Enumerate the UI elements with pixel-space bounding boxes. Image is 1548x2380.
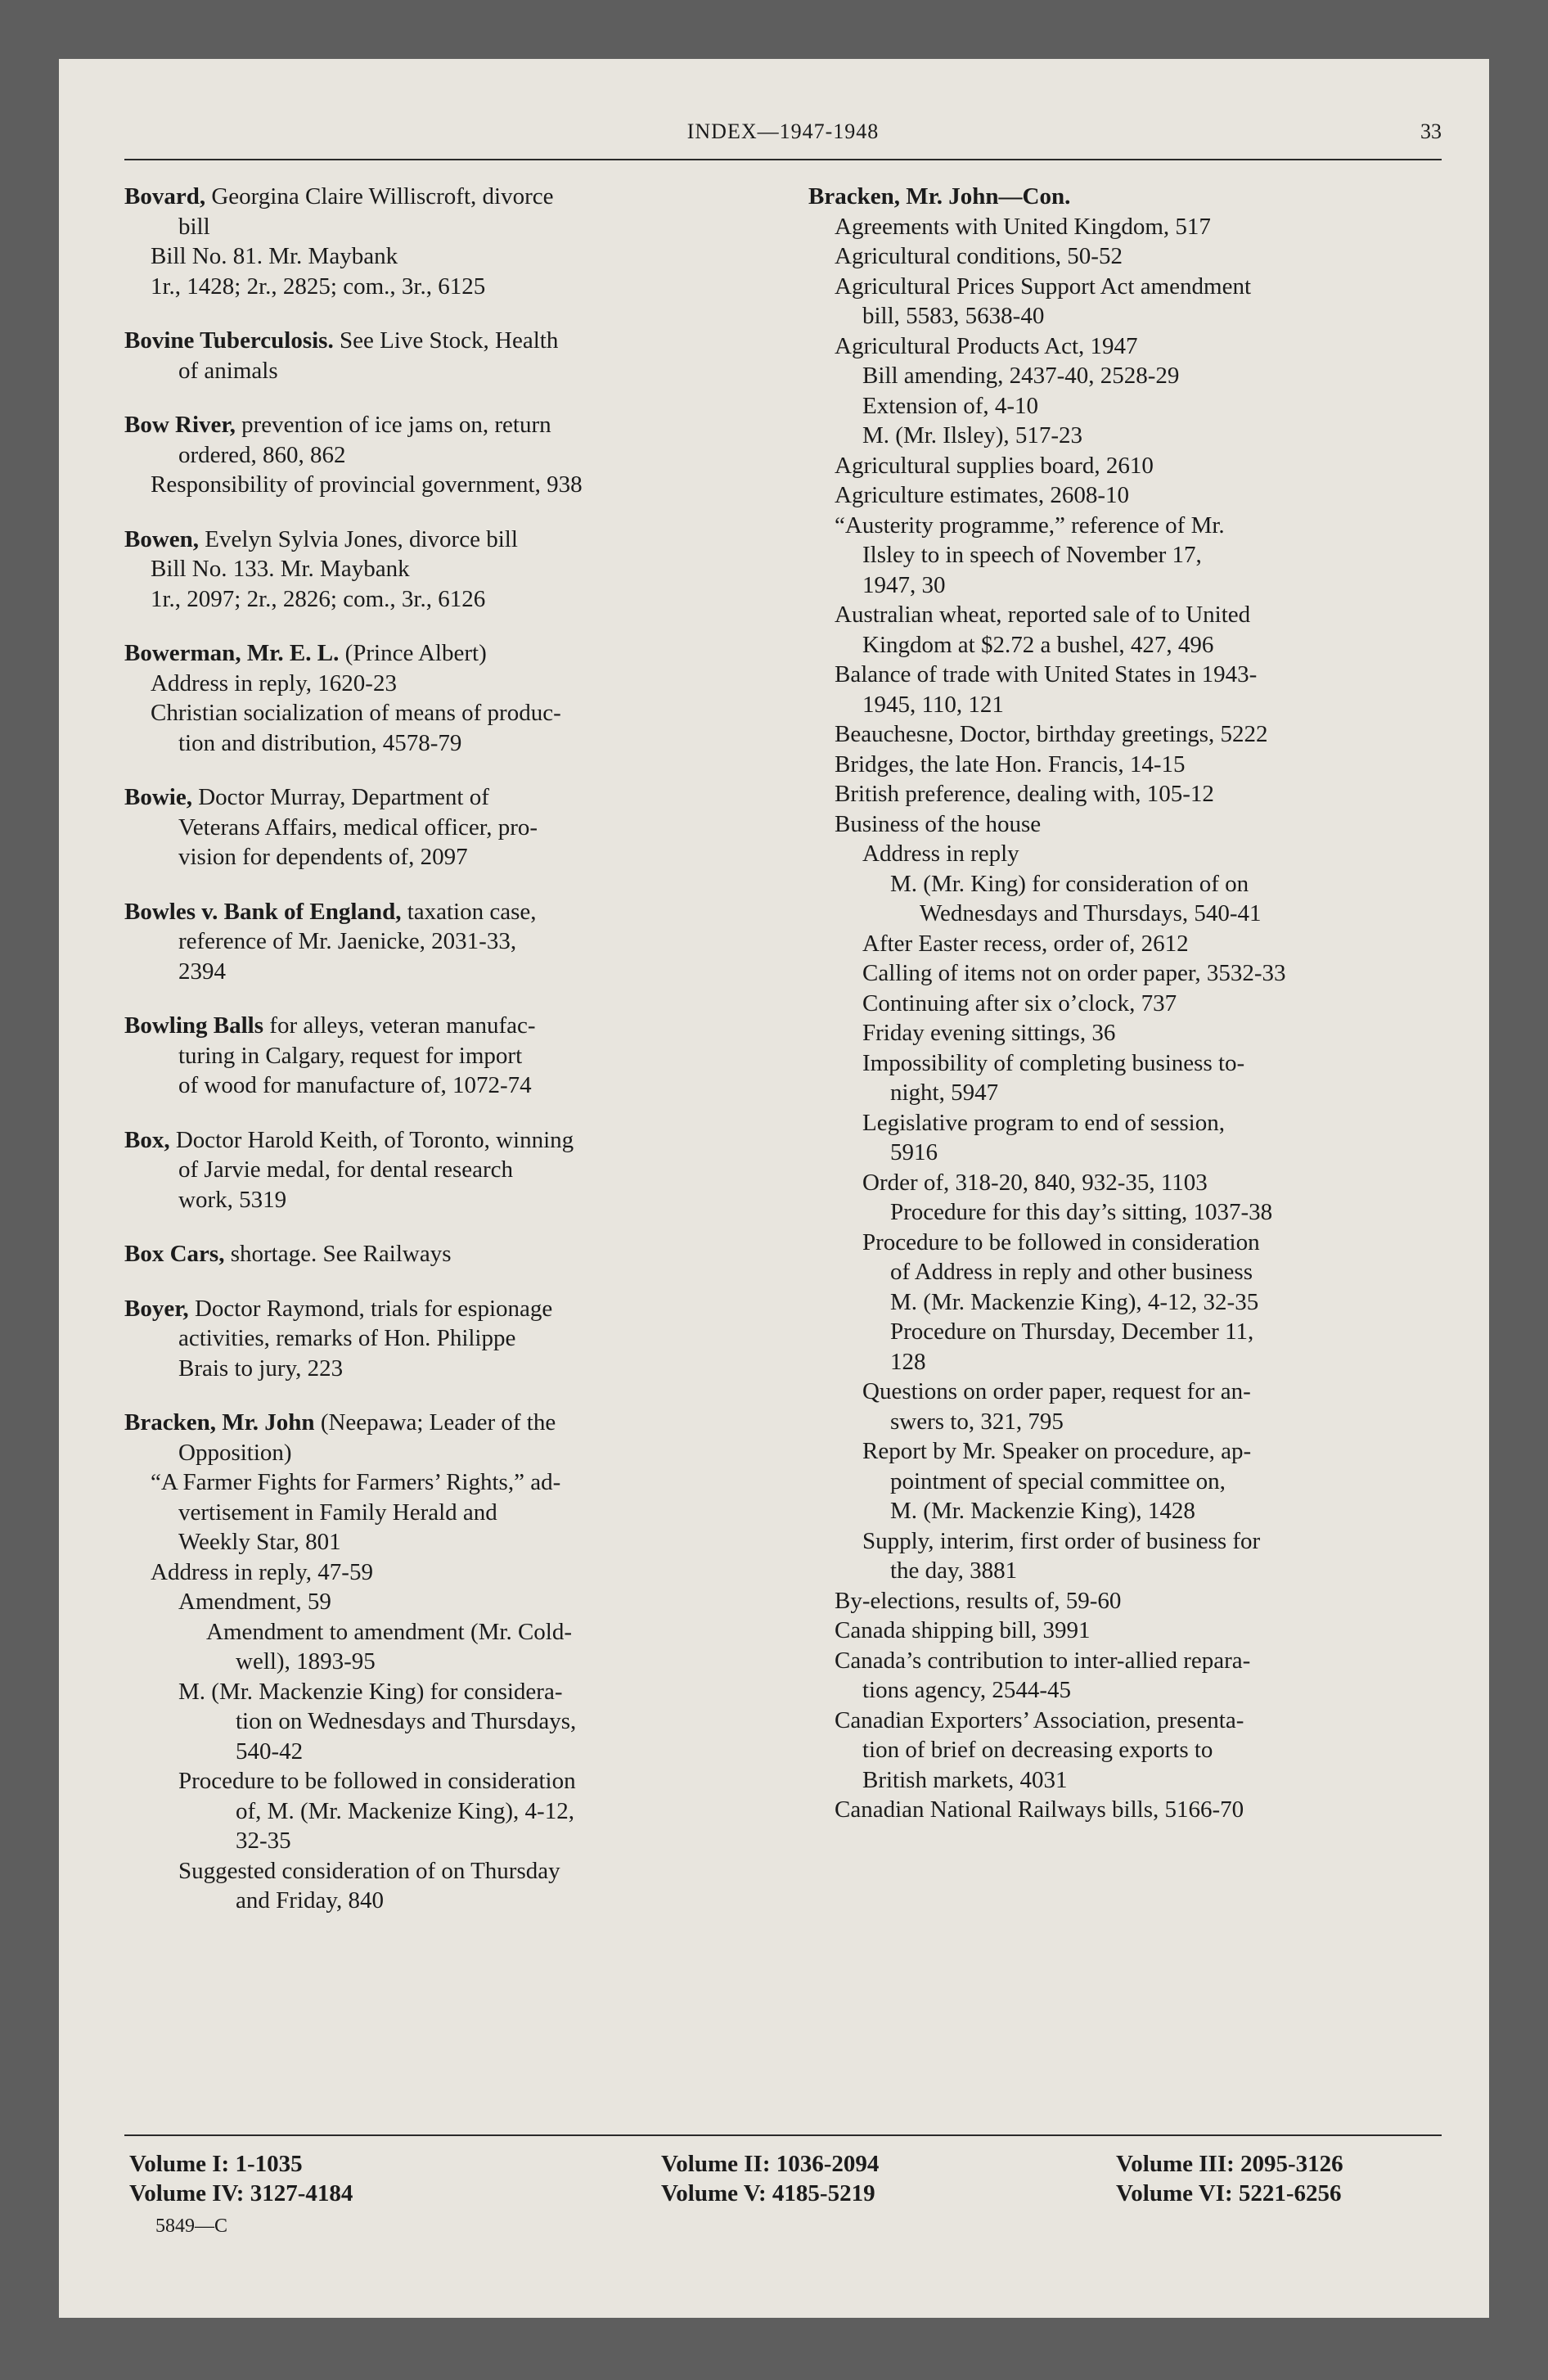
index-line	[808, 1735, 1422, 1765]
entry-text: pointment of special committee on,	[890, 1467, 1226, 1494]
entry-text: Continuing after six o’clock, 737	[862, 989, 1177, 1016]
page-header	[124, 115, 1442, 156]
entry-text: 5916	[890, 1139, 938, 1165]
entry-heading: Box,	[124, 1126, 170, 1153]
entry-text: Kingdom at $2.72 a bushel, 427, 496	[862, 631, 1214, 658]
entry-text: M. (Mr. Ilsley), 517-23	[862, 422, 1083, 449]
entry-text: Veterans Affairs, medical officer, pro-	[178, 814, 538, 841]
index-line	[124, 326, 738, 356]
index-line	[808, 1616, 1422, 1646]
index-line	[808, 540, 1422, 570]
index-line	[808, 301, 1422, 331]
entry-text: prevention of ice jams on, return	[235, 412, 551, 438]
entry-text: Agricultural supplies board, 2610	[835, 452, 1154, 479]
index-line	[124, 1826, 738, 1856]
entry-heading: Bowerman, Mr. E. L.	[124, 640, 340, 666]
entry-text: Friday evening sittings, 36	[862, 1020, 1116, 1046]
entry-text: Agricultural conditions, 50-52	[835, 243, 1123, 269]
index-line	[808, 600, 1422, 630]
entry-text: turing in Calgary, request for import	[178, 1042, 523, 1069]
index-line	[808, 1646, 1422, 1676]
entry-text: M. (Mr. Mackenzie King), 1428	[890, 1498, 1195, 1524]
index-line	[124, 1011, 738, 1041]
index-line	[124, 1294, 738, 1324]
index-entry	[124, 1294, 738, 1384]
entry-text: After Easter recess, order of, 2612	[862, 930, 1189, 957]
index-line	[124, 241, 738, 272]
entry-text: taxation case,	[401, 898, 537, 925]
entry-text: Address in reply, 1620-23	[151, 669, 397, 696]
entry-text: 1r., 2097; 2r., 2826; com., 3r., 6126	[151, 585, 486, 612]
volume-label: Volume I: 1-1035	[129, 2151, 303, 2177]
index-line	[124, 212, 738, 242]
index-line	[124, 554, 738, 584]
index-entry	[124, 525, 738, 615]
entry-text: Doctor Harold Keith, of Toronto, winning	[169, 1126, 574, 1153]
entry-text: Doctor Raymond, trials for espionage	[188, 1295, 553, 1322]
index-line	[124, 1527, 738, 1557]
entry-text: activities, remarks of Hon. Philippe	[178, 1325, 516, 1351]
entry-text: tion of brief on decreasing exports to	[862, 1737, 1213, 1763]
index-line	[808, 660, 1422, 690]
index-line	[124, 782, 738, 813]
entry-text: Suggested consideration of on Thursday	[178, 1857, 560, 1884]
index-line	[808, 630, 1422, 660]
volume-label: Volume II: 1036-2094	[661, 2151, 880, 2177]
index-line	[124, 1737, 738, 1767]
index-entry	[124, 782, 738, 872]
index-line	[808, 989, 1422, 1019]
entry-text: Impossibility of completing business to-	[862, 1049, 1245, 1076]
entry-text: of Address in reply and other business	[890, 1259, 1253, 1285]
index-line	[808, 1078, 1422, 1108]
entry-text: Procedure for this day’s sitting, 1037-38	[890, 1199, 1273, 1225]
index-entry	[124, 182, 738, 301]
right-column	[808, 182, 1422, 1850]
index-line	[808, 1317, 1422, 1347]
index-entry	[124, 410, 738, 500]
entry-text: Doctor Murray, Department of	[191, 784, 489, 810]
index-line	[808, 750, 1422, 780]
index-line	[808, 779, 1422, 809]
entry-text: of, M. (Mr. Mackenize King), 4-12,	[236, 1797, 574, 1824]
volume-label: Volume VI: 5221-6256	[1116, 2180, 1342, 2206]
index-line	[124, 1041, 738, 1071]
entry-text: of wood for manufacture of, 1072-74	[178, 1072, 532, 1098]
entry-text: tion and distribution, 4578-79	[178, 729, 462, 756]
entry-text: Amendment to amendment (Mr. Cold-	[206, 1618, 573, 1645]
index-line	[808, 331, 1422, 362]
index-line	[124, 1766, 738, 1796]
entry-text: Procedure to be followed in consideration	[862, 1228, 1260, 1255]
index-line	[808, 1586, 1422, 1616]
index-line	[808, 1257, 1422, 1287]
entry-text: well), 1893-95	[236, 1648, 376, 1675]
index-line	[124, 1647, 738, 1677]
entry-text: for alleys, veteran manufac-	[263, 1012, 536, 1039]
index-entry	[124, 326, 738, 385]
index-line	[124, 440, 738, 471]
index-line	[124, 1886, 738, 1916]
index-line	[124, 1354, 738, 1384]
entry-text: Procedure to be followed in consideration	[178, 1768, 576, 1794]
index-line	[124, 1706, 738, 1737]
index-line	[124, 1617, 738, 1648]
entry-text: British preference, dealing with, 105-12	[835, 781, 1214, 807]
index-entry	[124, 897, 738, 987]
entry-text: Wednesdays and Thursdays, 540-41	[920, 900, 1262, 926]
entry-text: By-elections, results of, 59-60	[835, 1587, 1122, 1614]
footer-rule	[124, 2134, 1442, 2136]
entry-heading: Bracken, Mr. John	[124, 1409, 315, 1436]
index-line	[124, 1557, 738, 1588]
entry-text: vision for dependents of, 2097	[178, 844, 468, 870]
entry-heading: Bowles v. Bank of England,	[124, 898, 402, 925]
index-line	[808, 570, 1422, 601]
entry-text: (Prince Albert)	[339, 640, 487, 666]
entry-text: work, 5319	[178, 1186, 287, 1213]
entry-text: Procedure on Thursday, December 11,	[890, 1318, 1254, 1345]
entry-text: of Jarvie medal, for dental research	[178, 1156, 514, 1183]
entry-text: Bill No. 81. Mr. Maybank	[151, 243, 398, 269]
entry-text: Address in reply, 47-59	[151, 1558, 373, 1585]
entry-text: Business of the house	[835, 810, 1042, 837]
entry-text: Supply, interim, first order of business for	[862, 1527, 1261, 1554]
entry-text: ordered, 860, 862	[178, 441, 346, 468]
page-number: 33	[1420, 119, 1442, 143]
index-line	[808, 1675, 1422, 1706]
index-line	[124, 1587, 738, 1617]
index-line	[808, 929, 1422, 959]
entry-text: Extension of, 4-10	[862, 392, 1039, 419]
index-line	[124, 1155, 738, 1185]
index-line	[808, 1168, 1422, 1198]
entry-text: Questions on order paper, request for an-	[862, 1378, 1251, 1404]
page-title: INDEX—1947-1948	[686, 119, 880, 143]
index-entry	[124, 1239, 738, 1269]
index-line	[808, 809, 1422, 840]
index-line	[808, 511, 1422, 541]
index-line	[124, 1239, 738, 1269]
entry-text: reference of Mr. Jaenicke, 2031-33,	[178, 928, 517, 954]
index-entry	[124, 638, 738, 758]
entry-text: Brais to jury, 223	[178, 1355, 344, 1382]
index-entry	[124, 1125, 738, 1215]
entry-text: bill	[178, 213, 210, 240]
entry-text: Bill amending, 2437-40, 2528-29	[862, 363, 1180, 389]
index-line	[808, 451, 1422, 481]
entry-text: Evelyn Sylvia Jones, divorce bill	[199, 525, 518, 552]
entry-text: bill, 5583, 5638-40	[862, 303, 1045, 329]
entry-text: Calling of items not on order paper, 3532-33	[862, 960, 1286, 986]
entry-text: 2394	[178, 958, 226, 985]
index-line	[808, 1347, 1422, 1377]
entry-text: Bill No. 133. Mr. Maybank	[151, 556, 410, 582]
index-line	[808, 719, 1422, 750]
entry-heading: Bowling Balls	[124, 1012, 264, 1039]
index-line	[808, 1287, 1422, 1318]
index-line	[808, 869, 1422, 899]
index-line	[124, 926, 738, 957]
entry-text: Responsibility of provincial government, 938	[151, 471, 583, 498]
entry-text: “Austerity programme,” reference of Mr.	[835, 512, 1225, 539]
entry-text: Amendment, 59	[178, 1589, 331, 1615]
entry-text: See Live Stock, Health	[333, 327, 559, 354]
entry-text: “A Farmer Fights for Farmers’ Rights,” ad-	[151, 1469, 561, 1495]
entry-heading: Bow River,	[124, 412, 236, 438]
entry-text: Order of, 318-20, 840, 932-35, 1103	[862, 1169, 1208, 1196]
entry-text: 1945, 110, 121	[862, 691, 1004, 718]
entry-text: Beauchesne, Doctor, birthday greetings, 5222	[835, 721, 1268, 747]
index-line	[124, 470, 738, 500]
entry-text: Bridges, the late Hon. Francis, 14-15	[835, 751, 1186, 778]
index-line	[808, 1496, 1422, 1526]
index-line	[124, 1438, 738, 1468]
header-rule	[124, 159, 1442, 160]
index-line	[124, 1125, 738, 1156]
index-line	[808, 1377, 1422, 1407]
index-line	[124, 1498, 738, 1528]
index-entry	[808, 182, 1422, 1825]
index-line	[808, 241, 1422, 272]
index-line	[124, 1071, 738, 1101]
entry-text: Legislative program to end of session,	[862, 1109, 1225, 1136]
entry-text: Address in reply	[862, 841, 1019, 867]
entry-text: tions agency, 2544-45	[862, 1677, 1072, 1703]
index-line	[808, 899, 1422, 929]
index-line	[808, 690, 1422, 720]
entry-text: Canadian Exporters’ Association, presenta-	[835, 1706, 1244, 1733]
index-line	[808, 1048, 1422, 1079]
index-line	[808, 1795, 1422, 1825]
index-line	[124, 584, 738, 615]
index-line	[808, 1228, 1422, 1258]
index-line	[124, 410, 738, 440]
entry-text: Agricultural Prices Support Act amendment	[835, 273, 1252, 300]
index-line	[124, 698, 738, 728]
index-line	[808, 1197, 1422, 1228]
entry-text: and Friday, 840	[236, 1887, 384, 1913]
index-line	[808, 1138, 1422, 1168]
entry-text: 128	[890, 1348, 926, 1375]
index-line	[808, 272, 1422, 302]
index-line	[124, 897, 738, 927]
volume-label: Volume V: 4185-5219	[661, 2180, 875, 2206]
entry-text: Ilsley to in speech of November 17,	[862, 542, 1202, 568]
entry-text: Canada shipping bill, 3991	[835, 1617, 1091, 1643]
entry-text: vertisement in Family Herald and	[178, 1499, 497, 1526]
print-code: 5849—C	[155, 2215, 228, 2237]
entry-text: Agriculture estimates, 2608-10	[835, 482, 1129, 508]
entry-text: Christian socialization of means of produc-	[151, 700, 561, 726]
entry-heading: Bowen,	[124, 525, 200, 552]
index-line	[124, 638, 738, 669]
entry-text: (Neepawa; Leader of the	[314, 1409, 556, 1436]
entry-text: night, 5947	[890, 1080, 999, 1106]
index-line	[808, 1018, 1422, 1048]
entry-text: the day, 3881	[890, 1557, 1018, 1584]
index-line	[124, 1408, 738, 1438]
entry-heading: Box Cars,	[124, 1241, 225, 1267]
entry-text: 540-42	[236, 1738, 304, 1765]
left-column	[124, 182, 738, 1941]
entry-text: of animals	[178, 357, 278, 384]
index-line	[808, 839, 1422, 869]
entry-text: Weekly Star, 801	[178, 1529, 341, 1555]
entry-heading: Bovine Tuberculosis.	[124, 327, 334, 354]
index-line	[124, 728, 738, 759]
index-line	[124, 842, 738, 872]
entry-text: Australian wheat, reported sale of to United	[835, 602, 1251, 628]
index-line	[124, 1323, 738, 1354]
entry-text: Canada’s contribution to inter-allied repara-	[835, 1647, 1251, 1674]
volume-label: Volume IV: 3127-4184	[129, 2180, 353, 2206]
index-line	[124, 182, 738, 212]
index-line	[124, 957, 738, 987]
entry-text: 1r., 1428; 2r., 2825; com., 3r., 6125	[151, 273, 486, 300]
index-line	[808, 182, 1422, 212]
entry-text: M. (Mr. Mackenzie King) for considera-	[178, 1678, 563, 1705]
entry-text: 1947, 30	[862, 571, 946, 598]
index-line	[808, 1108, 1422, 1138]
entry-text: M. (Mr. Mackenzie King), 4-12, 32-35	[890, 1288, 1259, 1315]
index-line	[124, 1185, 738, 1215]
index-line	[808, 391, 1422, 421]
entry-text: M. (Mr. King) for consideration of on	[890, 870, 1249, 897]
entry-text: Agreements with United Kingdom, 517	[835, 213, 1211, 240]
entry-text: Agricultural Products Act, 1947	[835, 332, 1138, 359]
volume-label: Volume III: 2095-3126	[1116, 2151, 1343, 2177]
entry-text: British markets, 4031	[862, 1766, 1068, 1793]
index-line	[808, 480, 1422, 511]
entry-text: Georgina Claire Williscroft, divorce	[205, 183, 554, 210]
entry-text: Balance of trade with United States in 1943-	[835, 661, 1258, 687]
index-line	[808, 361, 1422, 391]
entry-heading: Boyer,	[124, 1295, 189, 1322]
index-line	[124, 669, 738, 699]
index-line	[808, 1556, 1422, 1586]
entry-text: 32-35	[236, 1828, 291, 1854]
entry-text: shortage. See Railways	[224, 1241, 452, 1267]
index-line	[808, 1526, 1422, 1557]
index-line	[124, 813, 738, 843]
index-page	[59, 59, 1489, 2318]
index-line	[124, 272, 738, 302]
index-line	[808, 1706, 1422, 1736]
index-entry	[124, 1011, 738, 1101]
index-line	[808, 1407, 1422, 1437]
index-line	[124, 1796, 738, 1827]
entry-text: Opposition)	[178, 1439, 292, 1466]
index-line	[808, 1765, 1422, 1796]
entry-text: tion on Wednesdays and Thursdays,	[236, 1708, 577, 1734]
entry-heading: Bovard,	[124, 183, 206, 210]
index-line	[124, 1677, 738, 1707]
entry-heading: Bracken, Mr. John—Con.	[808, 183, 1071, 210]
entry-text: Canadian National Railways bills, 5166-70	[835, 1796, 1244, 1823]
index-line	[124, 525, 738, 555]
entry-text: swers to, 321, 795	[890, 1408, 1064, 1435]
index-line	[808, 1467, 1422, 1497]
entry-heading: Bowie,	[124, 784, 192, 810]
index-line	[808, 212, 1422, 242]
entry-text: Report by Mr. Speaker on procedure, ap-	[862, 1438, 1252, 1464]
index-line	[124, 1467, 738, 1498]
index-line	[808, 421, 1422, 451]
index-line	[808, 958, 1422, 989]
index-entry	[124, 1408, 738, 1916]
index-line	[124, 356, 738, 386]
index-line	[124, 1856, 738, 1886]
index-line	[808, 1436, 1422, 1467]
